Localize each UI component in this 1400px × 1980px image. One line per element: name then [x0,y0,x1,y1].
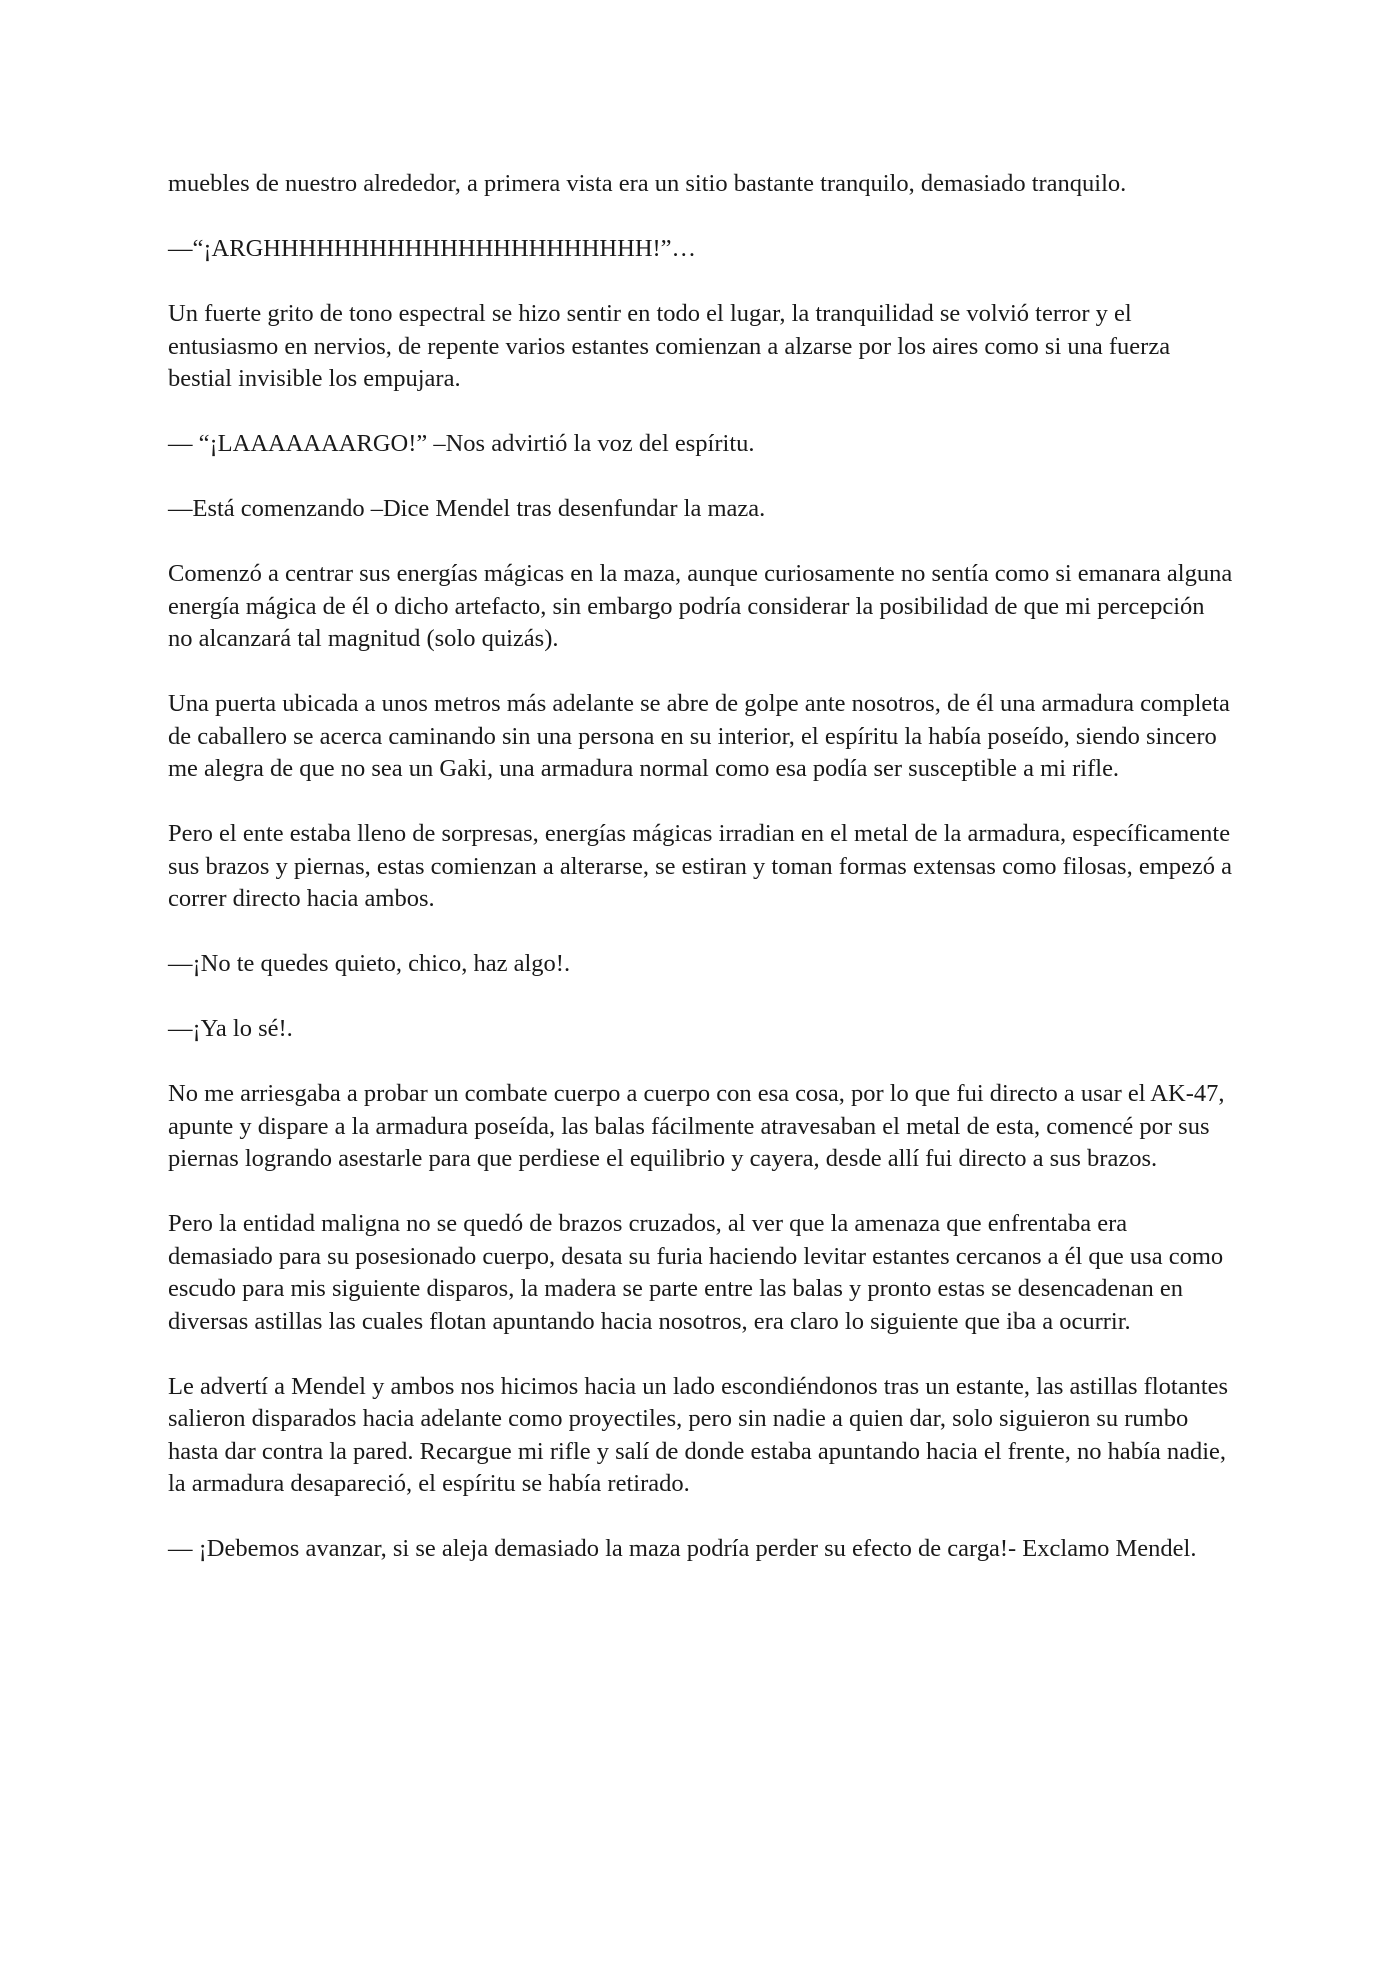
paragraph-8: Pero el ente estaba lleno de sorpresas, energías mágicas irradian en el metal de la armadura, específicamente sus brazos y piernas, estas comienzan a alterarse, se estiran y toman formas extensas como filosas, empezó a correr directo hacia ambos. [168,820,1233,912]
paragraph-7: Una puerta ubicada a unos metros más adelante se abre de golpe ante nosotros, de él una armadura completa de caballero se acerca caminando sin una persona en su interior, el espíritu la había poseído, siendo sincero me alegra de que no sea un Gaki, una armadura normal como esa podía ser susceptible a mi rifle. [168,690,1230,782]
document-page [168,168,1233,1566]
dialogue-mendel-1: —Está comenzando –Dice Mendel tras desenfundar la maza. [168,495,766,522]
paragraph-6: Comenzó a centrar sus energías mágicas en la maza, aunque curiosamente no sentía como si emanara alguna energía mágica de él o dicho artefacto, sin embargo podría considerar la posibilidad de que mi percepción no alcanzará tal magnitud (solo quizás). [168,560,1233,652]
paragraph-13: Le advertí a Mendel y ambos nos hicimos hacia un lado escondiéndonos tras un estante, las astillas flotantes salieron disparados hacia adelante como proyectiles, pero sin nadie a quien dar, solo siguieron su rumbo hasta dar contra la pared. Recargue mi rifle y salí de donde estaba apuntando hacia el frente, no había nadie, la armadura desapareció, el espíritu se había retirado. [168,1372,1229,1497]
paragraph-1: muebles de nuestro alrededor, a primera vista era un sitio bastante tranquilo, demasiado tranquilo. [168,170,1127,197]
paragraph-12: Pero la entidad maligna no se quedó de brazos cruzados, al ver que la amenaza que enfrentaba era demasiado para su posesionado cuerpo, desata su furia haciendo levitar estantes cercanos a él que usa como escudo para mis siguiente disparos, la madera se parte entre las balas y pronto estas se desencadenan en diversas astillas las cuales flotan apuntando hacia nosotros, era claro lo siguiente que iba a ocurrir. [168,1210,1224,1335]
dialogue-largo: — “¡LAAAAAAARGO!” –Nos advirtió la voz del espíritu. [168,430,755,457]
dialogue-ya-lo-se: —¡Ya lo sé!. [168,1015,293,1042]
dialogue-haz-algo: —¡No te quedes quieto, chico, haz algo!. [168,950,571,977]
dialogue-mendel-2: — ¡Debemos avanzar, si se aleja demasiado la maza podría perder su efecto de carga!- Exclamo Mendel. [168,1535,1197,1562]
paragraph-11: No me arriesgaba a probar un combate cuerpo a cuerpo con esa cosa, por lo que fui directo a usar el AK-47, apunte y dispare a la armadura poseída, las balas fácilmente atravesaban el metal de esta, comencé por sus piernas logrando asestarle para que perdiese el equilibrio y cayera, desde allí fui directo a sus brazos. [168,1080,1225,1172]
dialogue-scream: —“¡ARGHHHHHHHHHHHHHHHHHHHHHH!”… [168,235,697,262]
paragraph-3: Un fuerte grito de tono espectral se hizo sentir en todo el lugar, la tranquilidad se volvió terror y el entusiasmo en nervios, de repente varios estantes comienzan a alzarse por los aires como si una fuerza bestial invisible los empujara. [168,300,1171,392]
